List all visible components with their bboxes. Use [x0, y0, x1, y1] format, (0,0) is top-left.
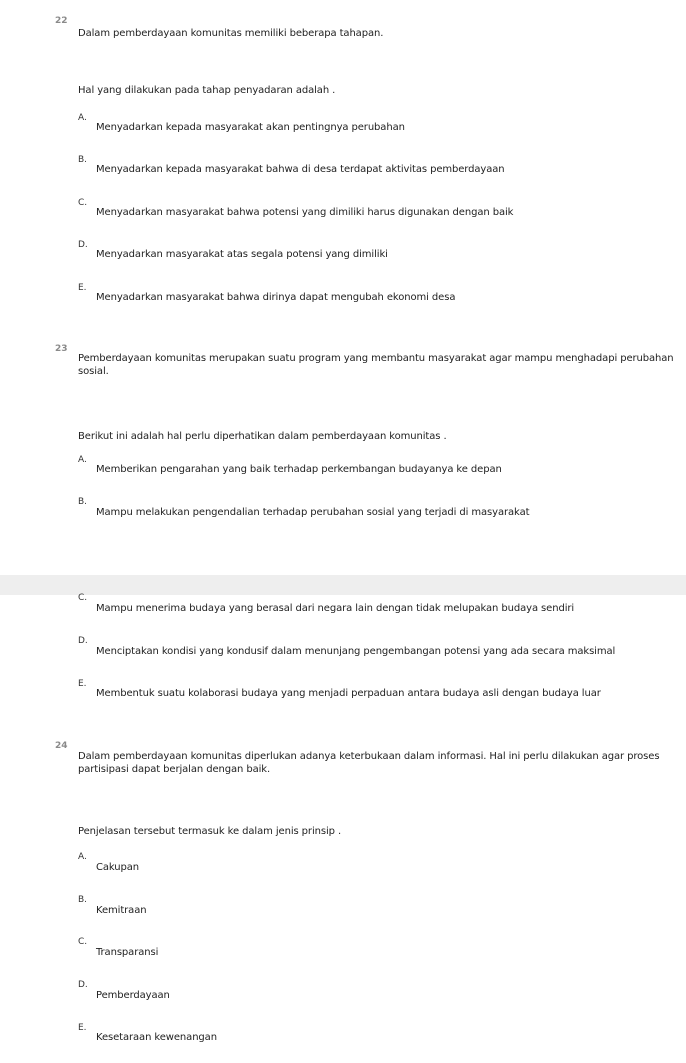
option-letter-a[interactable]: A. — [78, 852, 87, 862]
option-a[interactable]: Cakupan — [96, 862, 140, 873]
option-c[interactable]: Transparansi — [96, 947, 159, 958]
option-letter-c[interactable]: C. — [78, 198, 88, 208]
option-letter-e[interactable]: E. — [78, 679, 87, 689]
option-letter-b[interactable]: B. — [78, 155, 88, 165]
option-b[interactable]: Menyadarkan kepada masyarakat bahwa di desa terdapat aktivitas pemberdayaan — [96, 164, 505, 175]
option-letter-e[interactable]: E. — [78, 1023, 87, 1033]
option-letter-b[interactable]: B. — [78, 895, 88, 905]
question-number: 22 — [55, 16, 68, 26]
option-e[interactable]: Menyadarkan masyarakat bahwa dirinya dapat mengubah ekonomi desa — [96, 292, 456, 303]
question-stem: Pemberdayaan komunitas merupakan suatu program yang membantu masyarakat agar mampu menghadapi perubahan sosial. — [78, 353, 674, 377]
option-e[interactable]: Kesetaraan kewenangan — [96, 1032, 217, 1043]
question-prompt: Hal yang dilakukan pada tahap penyadaran adalah . — [78, 85, 336, 96]
question-prompt: Berikut ini adalah hal perlu diperhatikan dalam pemberdayaan komunitas . — [78, 431, 447, 442]
option-c[interactable]: Mampu menerima budaya yang berasal dari negara lain dengan tidak melupakan budaya sendiri — [96, 603, 575, 614]
option-b[interactable]: Mampu melakukan pengendalian terhadap perubahan sosial yang terjadi di masyarakat — [96, 507, 530, 518]
option-letter-a[interactable]: A. — [78, 113, 87, 123]
option-c[interactable]: Menyadarkan masyarakat bahwa potensi yang dimiliki harus digunakan dengan baik — [96, 207, 514, 218]
option-d[interactable]: Menyadarkan masyarakat atas segala potensi yang dimiliki — [96, 249, 388, 260]
option-letter-d[interactable]: D. — [78, 636, 88, 646]
option-a[interactable]: Menyadarkan kepada masyarakat akan pentingnya perubahan — [96, 122, 405, 133]
option-letter-d[interactable]: D. — [78, 240, 88, 250]
option-b[interactable]: Kemitraan — [96, 905, 147, 916]
option-letter-a[interactable]: A. — [78, 455, 87, 465]
page-divider — [0, 575, 686, 595]
question-stem: Dalam pemberdayaan komunitas diperlukan adanya keterbukaan dalam informasi. Hal ini perlu dilakukan agar proses partisipasi dapat berjalan dengan baik. — [78, 751, 660, 775]
option-letter-e[interactable]: E. — [78, 283, 87, 293]
option-letter-d[interactable]: D. — [78, 980, 88, 990]
question-prompt: Penjelasan tersebut termasuk ke dalam jenis prinsip . — [78, 826, 342, 837]
option-d[interactable]: Pemberdayaan — [96, 990, 170, 1001]
option-a[interactable]: Memberikan pengarahan yang baik terhadap perkembangan budayanya ke depan — [96, 464, 502, 475]
option-letter-b[interactable]: B. — [78, 497, 88, 507]
option-letter-c[interactable]: C. — [78, 593, 88, 603]
option-letter-c[interactable]: C. — [78, 937, 88, 947]
option-d[interactable]: Menciptakan kondisi yang kondusif dalam menunjang pengembangan potensi yang ada secara maksimal — [96, 646, 616, 657]
question-number: 23 — [55, 344, 68, 354]
question-stem: Dalam pemberdayaan komunitas memiliki beberapa tahapan. — [78, 28, 384, 39]
option-e[interactable]: Membentuk suatu kolaborasi budaya yang menjadi perpaduan antara budaya asli dengan budaya luar — [96, 688, 601, 699]
question-number: 24 — [55, 741, 68, 751]
